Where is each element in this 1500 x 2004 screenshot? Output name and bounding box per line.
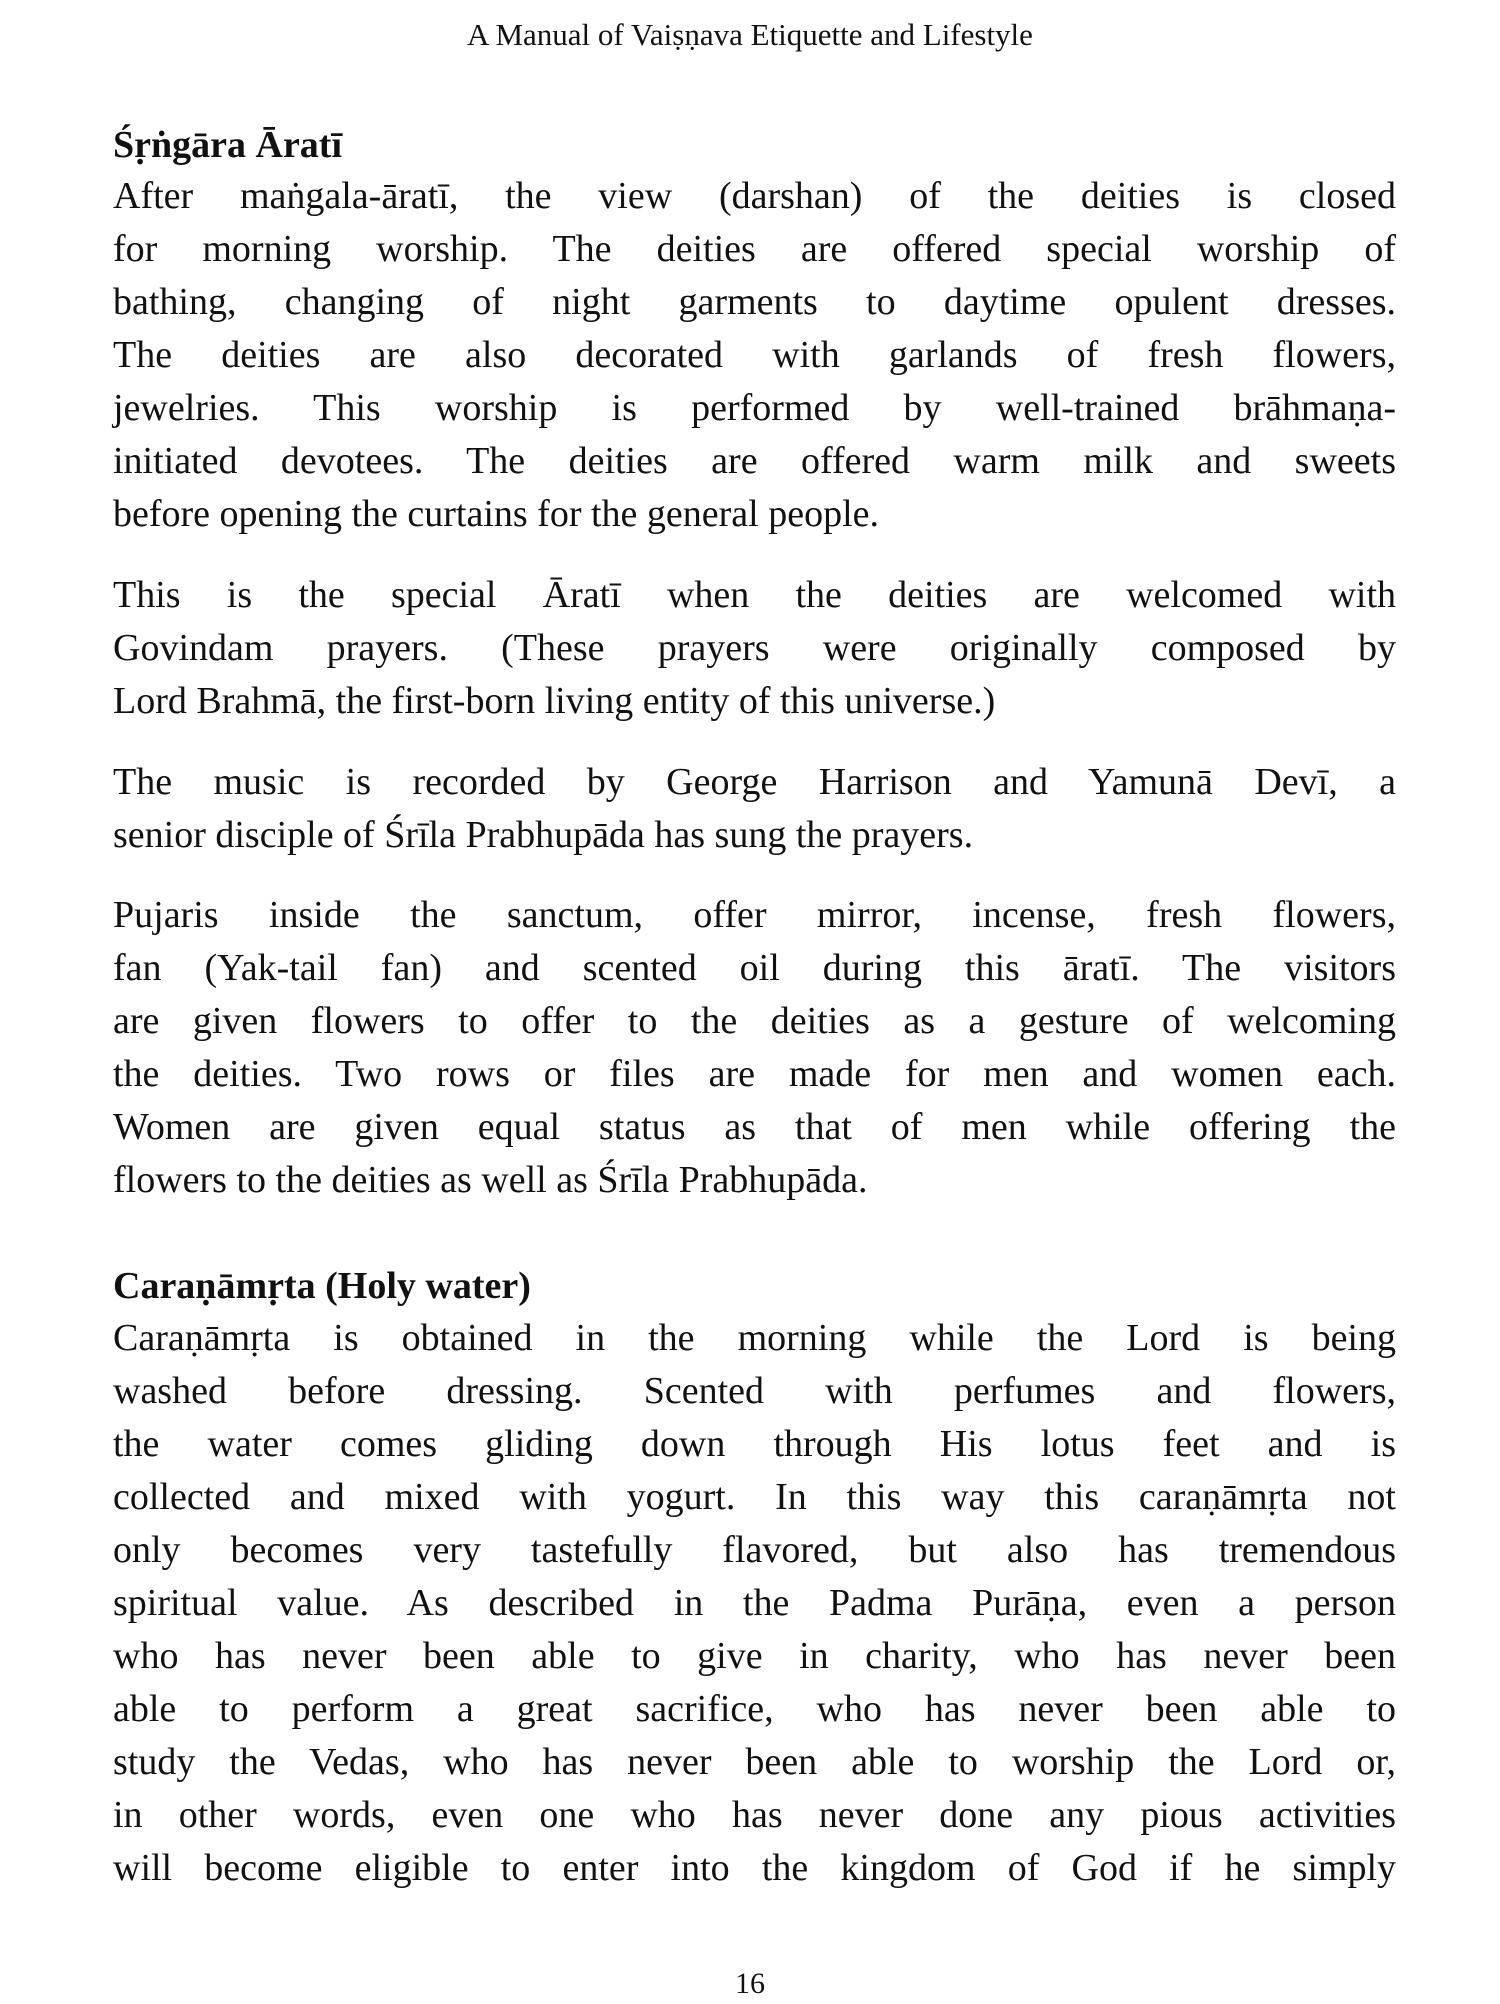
paragraph [113,569,1396,728]
text-line: This is the special Āratī when the deities are welcomed with [113,574,1396,616]
text-line: After maṅgala-āratī, the view (darshan) of the deities is closed [113,175,1396,217]
text-line: Govindam prayers. (These prayers were originally composed by [113,627,1396,669]
text-line: spiritual value. As described in the Padma Purāṇa, even a person [113,1582,1396,1624]
text-line: washed before dressing. Scented with perfumes and flowers, [113,1370,1396,1412]
text-line: senior disciple of Śrīla Prabhupāda has sung the prayers. [113,814,974,856]
text-line: the deities. Two rows or files are made for men and women each. [113,1053,1396,1095]
text-line: the water comes gliding down through His lotus feet and is [113,1423,1396,1465]
running-header: A Manual of Vaiṣṇava Etiquette and Lifestyle [467,17,1033,52]
text-line: jewelries. This worship is performed by well-trained brāhmaṇa- [113,387,1396,429]
text-line: will become eligible to enter into the kingdom of God if he simply [113,1847,1396,1889]
text-line: are given flowers to offer to the deities as a gesture of welcoming [113,1000,1396,1042]
text-line: Pujaris inside the sanctum, offer mirror, incense, fresh flowers, [113,894,1396,936]
paragraph [113,170,1396,541]
text-line: who has never been able to give in charity, who has never been [113,1635,1396,1677]
text-line: The music is recorded by George Harrison and Yamunā Devī, a [113,761,1396,803]
text-line: Women are given equal status as that of men while offering the [113,1106,1396,1148]
section-heading-caranamrta: Caraṇāmṛta (Holy water) [113,1265,531,1307]
text-line: study the Vedas, who has never been able to worship the Lord or, [113,1741,1396,1783]
text-line: The deities are also decorated with garlands of fresh flowers, [113,334,1396,376]
text-line: Caraṇāmṛta is obtained in the morning while the Lord is being [113,1317,1396,1359]
page-number: 16 [735,1967,765,2000]
paragraph [113,889,1396,1207]
text-line: initiated devotees. The deities are offered warm milk and sweets [113,440,1396,482]
text-line: Lord Brahmā, the first-born living entity of this universe.) [113,680,996,722]
text-line: only becomes very tastefully flavored, but also has tremendous [113,1529,1396,1571]
text-line: before opening the curtains for the general people. [113,493,880,535]
text-line: able to perform a great sacrifice, who has never been able to [113,1688,1396,1730]
text-line: collected and mixed with yogurt. In this way this caraṇāmṛta not [113,1476,1396,1518]
text-line: bathing, changing of night garments to daytime opulent dresses. [113,281,1396,323]
paragraph [113,1312,1396,1895]
section-heading-srngara-arati: Śṛṅgāra Āratī [113,124,343,166]
text-line: fan (Yak-tail fan) and scented oil during this āratī. The visitors [113,947,1396,989]
text-line: for morning worship. The deities are offered special worship of [113,228,1396,270]
text-line: flowers to the deities as well as Śrīla Prabhupāda. [113,1159,868,1201]
text-line: in other words, even one who has never done any pious activities [113,1794,1396,1836]
paragraph [113,756,1396,862]
